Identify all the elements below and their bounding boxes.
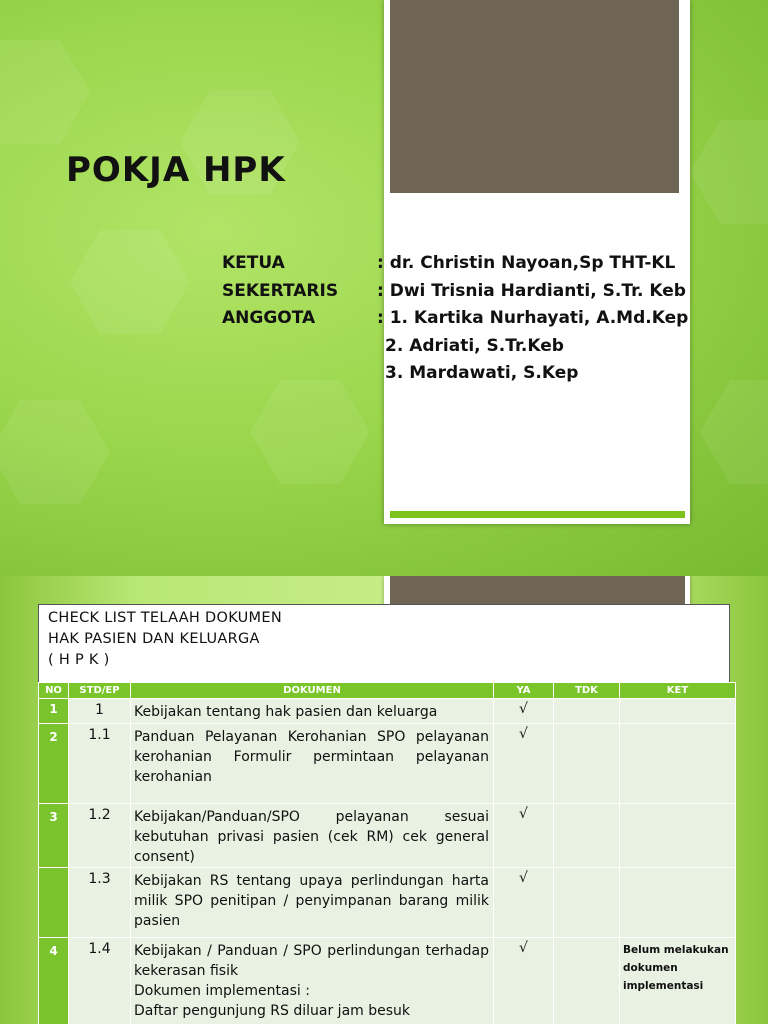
bg-hexagon (0, 40, 90, 144)
cell-ket (620, 804, 736, 868)
member-name: 2. Adriati, S.Tr.Keb (385, 335, 564, 356)
member-name: : dr. Christin Nayoan,Sp THT-KL (377, 253, 676, 273)
table-row (39, 804, 736, 868)
heading-line: CHECK LIST TELAAH DOKUMEN (48, 610, 282, 626)
cell-std: 1.4 (69, 938, 131, 1024)
table-row (39, 938, 736, 1024)
col-header-ya: YA (494, 683, 554, 699)
bg-hexagon (0, 400, 110, 504)
cell-std: 1.3 (69, 868, 131, 938)
cell-ket (620, 699, 736, 724)
cell-tdk (554, 938, 620, 1024)
cell-ya: √ (494, 699, 554, 724)
cell-no (39, 868, 69, 938)
member-row (222, 305, 688, 333)
checklist-heading (38, 604, 730, 684)
checklist-table (38, 682, 736, 1024)
cell-ya: √ (494, 804, 554, 868)
table-row (39, 724, 736, 804)
member-row (222, 250, 688, 278)
cell-ya: √ (494, 724, 554, 804)
heading-line: ( H P K ) (48, 652, 110, 668)
member-name: : Dwi Trisnia Hardianti, S.Tr. Keb (377, 280, 686, 301)
cell-std: 1 (69, 699, 131, 724)
table-row (39, 868, 736, 938)
cell-no: 1 (39, 699, 69, 724)
cell-std: 1.1 (69, 724, 131, 804)
table-header-row (39, 683, 736, 699)
slide-checklist (0, 576, 768, 1024)
cell-tdk (554, 724, 620, 804)
cell-std: 1.2 (69, 804, 131, 868)
cell-no: 2 (39, 724, 69, 804)
cell-no: 3 (39, 804, 69, 868)
member-role: SEKERTARIS (222, 280, 339, 301)
bg-hexagon (700, 380, 768, 484)
bg-hexagon (250, 380, 370, 484)
cell-no: 4 (39, 938, 69, 1024)
cell-dokumen: Kebijakan / Panduan / SPO perlindungan terhadap kekerasan fisik Dokumen implementasi : Daftar pengunjung RS diluar jam besuk (131, 938, 494, 1024)
col-header-tdk: TDK (554, 683, 620, 699)
col-header-dokumen: DOKUMEN (131, 683, 494, 699)
cell-ket (620, 724, 736, 804)
cell-ket: Belum melakukan dokumen implementasi (620, 938, 736, 1024)
cell-ya: √ (494, 868, 554, 938)
member-role: KETUA (222, 253, 285, 273)
heading-line: HAK PASIEN DAN KELUARGA (48, 631, 260, 647)
member-name: : 1. Kartika Nurhayati, A.Md.Kep (377, 308, 689, 328)
panel-accent-bar (390, 511, 685, 518)
cell-tdk (554, 868, 620, 938)
member-role: ANGGOTA (222, 308, 316, 328)
checklist-table-wrap (38, 682, 736, 1024)
cell-ya: √ (494, 938, 554, 1024)
cell-dokumen: Kebijakan tentang hak pasien dan keluarga (131, 699, 494, 724)
table-row (39, 699, 736, 724)
cell-tdk (554, 804, 620, 868)
bg-hexagon (690, 120, 768, 224)
member-row (222, 278, 688, 306)
col-header-std: STD/EP (69, 683, 131, 699)
cell-dokumen: Kebijakan/Panduan/SPO pelayanan sesuai kebutuhan privasi pasien (cek RM) cek general consent) (131, 804, 494, 868)
col-header-no: NO (39, 683, 69, 699)
cell-dokumen: Kebijakan RS tentang upaya perlindungan harta milik SPO penitipan / penyimpanan barang milik pasien (131, 868, 494, 938)
cell-tdk (554, 699, 620, 724)
cell-ket (620, 868, 736, 938)
member-name: 3. Mardawati, S.Kep (385, 363, 579, 383)
slide-title: POKJA HPK (66, 150, 286, 190)
panel-header-block (390, 0, 679, 193)
member-list (222, 250, 688, 388)
col-header-ket: KET (620, 683, 736, 699)
cell-dokumen: Panduan Pelayanan Kerohanian SPO pelayanan kerohanian Formulir permintaan pelayanan kerohanian (131, 724, 494, 804)
bg-hexagon (70, 230, 190, 334)
